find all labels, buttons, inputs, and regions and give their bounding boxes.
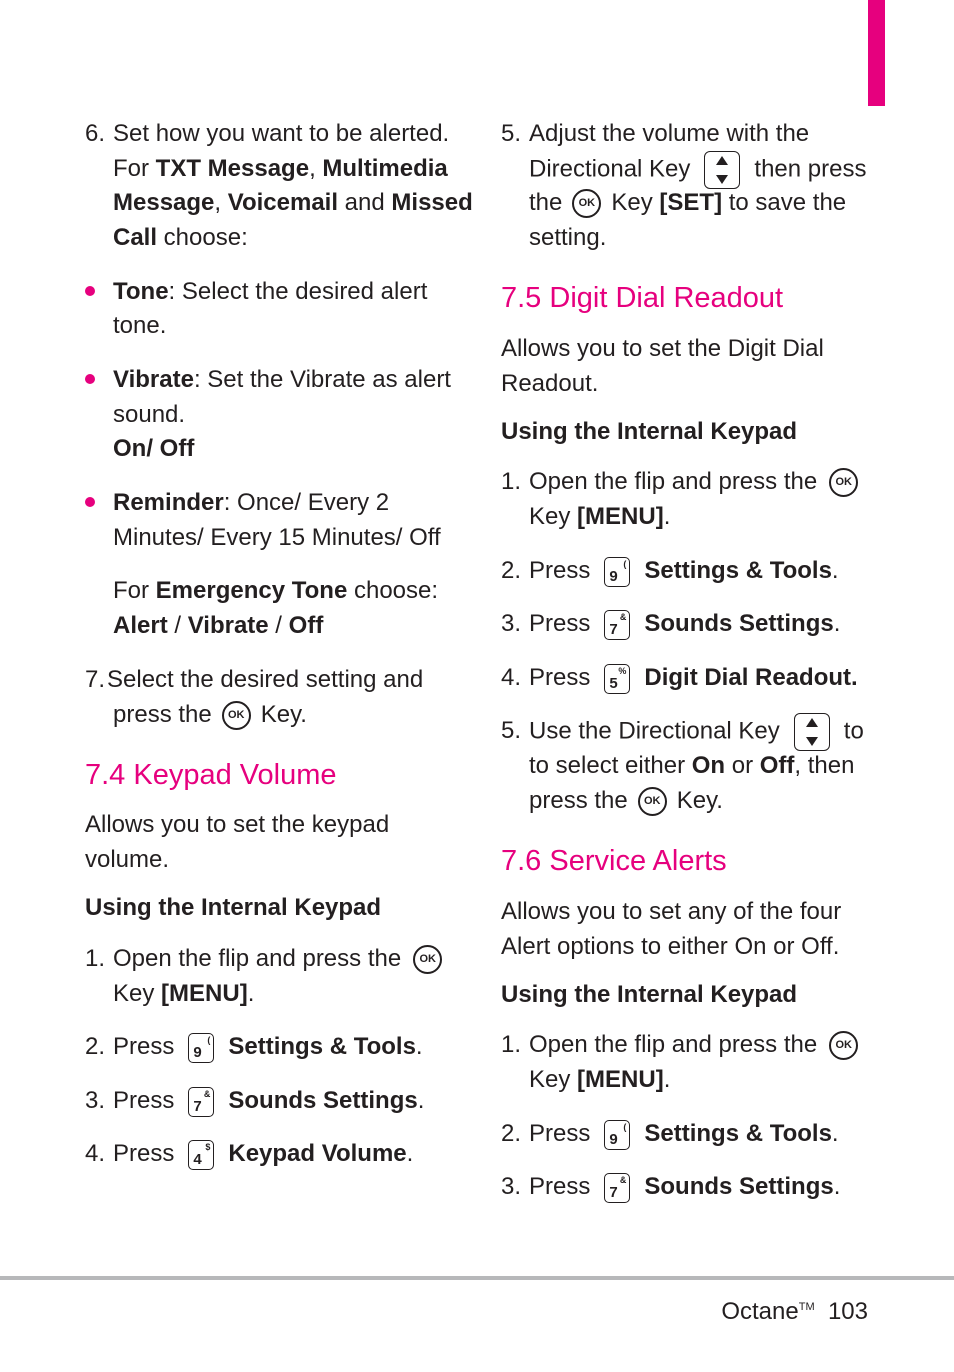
- keypad-volume-subheading: Using the Internal Keypad: [85, 894, 382, 921]
- sa-step-1-line-1: 1. Open the flip and press the OK: [501, 1027, 868, 1062]
- emergency-line-2: Alert / Vibrate / Off: [113, 612, 324, 639]
- key-9-icon: 9 (: [188, 1033, 214, 1063]
- step-5-line-1: 5. Adjust the volume with the: [501, 120, 810, 147]
- heading-keypad-volume: 7.4 Keypad Volume: [85, 759, 337, 791]
- directional-key-icon: [704, 151, 740, 189]
- vibrate-line-2: sound.: [113, 401, 186, 428]
- dd-step-1-line-1: 1. Open the flip and press the OK: [501, 464, 868, 499]
- tone-line-1: Tone: Select the desired alert: [113, 278, 428, 305]
- dd-step-5-line-2: to select either On or Off, then: [529, 752, 855, 779]
- heading-service-alerts: 7.6 Service Alerts: [501, 845, 727, 877]
- key-7-icon: 7 &: [188, 1087, 214, 1117]
- sa-step-2: 2. Press 9 ( Settings & Tools.: [501, 1120, 839, 1148]
- kv-step-2: 2. Press 9 ( Settings & Tools.: [85, 1033, 423, 1061]
- directional-key-icon: [794, 713, 830, 751]
- footer-brand: Octane: [721, 1298, 799, 1325]
- keypad-volume-desc-2: volume.: [85, 846, 170, 873]
- kv-step-1-line-1: 1. Open the flip and press the OK: [85, 941, 452, 976]
- dd-step-5-line-1: 5. Use the Directional Key to: [501, 713, 864, 751]
- kv-step-1-line-2: Key [MENU].: [113, 980, 255, 1007]
- ok-key-icon: OK: [413, 945, 442, 974]
- vibrate-line-3: On/ Off: [113, 435, 195, 462]
- step-6-line-4: Call choose:: [113, 224, 248, 251]
- key-9-icon: 9 (: [604, 557, 630, 587]
- key-9-icon: 9 (: [604, 1120, 630, 1150]
- step-5-line-3: the OK Key [SET] to save the: [501, 185, 846, 220]
- digit-dial-desc-1: Allows you to set the Digit Dial: [501, 335, 824, 362]
- step-7-line-1: 7.Select the desired setting and: [85, 666, 424, 693]
- service-alerts-desc-2: Alert options to either On or Off.: [501, 933, 840, 960]
- step-5-line-2: Directional Key then press: [501, 151, 866, 189]
- key-5-icon: 5 %: [604, 664, 630, 694]
- ok-key-icon: OK: [638, 787, 667, 816]
- chapter-tab-marker: [868, 0, 885, 106]
- dd-step-2: 2. Press 9 ( Settings & Tools.: [501, 557, 839, 585]
- vibrate-line-1: Vibrate: Set the Vibrate as alert: [113, 366, 451, 393]
- ok-key-icon: OK: [829, 1031, 858, 1060]
- footer-divider: [0, 1276, 954, 1280]
- ok-key-icon: OK: [222, 701, 251, 730]
- reminder-line-1: Reminder: Once/ Every 2: [113, 489, 390, 516]
- dd-step-1-line-2: Key [MENU].: [529, 503, 671, 530]
- dd-step-4: 4. Press 5 % Digit Dial Readout.: [501, 664, 858, 692]
- kv-step-3: 3. Press 7 & Sounds Settings.: [85, 1087, 425, 1115]
- kv-step-4: 4. Press 4 $ Keypad Volume.: [85, 1140, 414, 1168]
- step-6-line-2: For TXT Message, Multimedia: [113, 155, 448, 182]
- sa-step-3: 3. Press 7 & Sounds Settings.: [501, 1173, 841, 1201]
- ok-key-icon: OK: [829, 468, 858, 497]
- digit-dial-desc-2: Readout.: [501, 370, 599, 397]
- tone-line-2: tone.: [113, 312, 167, 339]
- keypad-volume-desc-1: Allows you to set the keypad: [85, 811, 390, 838]
- step-6-line-1: 6. Set how you want to be alerted.: [85, 120, 450, 147]
- key-7-icon: 7 &: [604, 610, 630, 640]
- heading-digit-dial-readout: 7.5 Digit Dial Readout: [501, 282, 784, 314]
- dd-step-5-line-3: press the OK Key.: [501, 783, 723, 818]
- emergency-line-1: For Emergency Tone choose:: [113, 577, 439, 604]
- sa-step-1-line-2: Key [MENU].: [529, 1066, 671, 1093]
- reminder-line-2: Minutes/ Every 15 Minutes/ Off: [113, 524, 441, 551]
- step-5-line-4: setting.: [529, 224, 607, 251]
- page-footer: [721, 1290, 868, 1329]
- key-7-icon: 7 &: [604, 1173, 630, 1203]
- digit-dial-subheading: Using the Internal Keypad: [501, 418, 798, 445]
- ok-key-icon: OK: [572, 189, 601, 218]
- step-7-line-2: press the OK Key.: [85, 697, 307, 732]
- key-4-icon: 4 $: [188, 1140, 214, 1170]
- step-6-line-3: Message, Voicemail and Missed: [113, 189, 473, 216]
- footer-trademark: TM: [798, 1301, 815, 1313]
- page-number: 103: [827, 1298, 868, 1325]
- service-alerts-subheading: Using the Internal Keypad: [501, 981, 798, 1008]
- dd-step-3: 3. Press 7 & Sounds Settings.: [501, 610, 841, 638]
- service-alerts-desc-1: Allows you to set any of the four: [501, 898, 842, 925]
